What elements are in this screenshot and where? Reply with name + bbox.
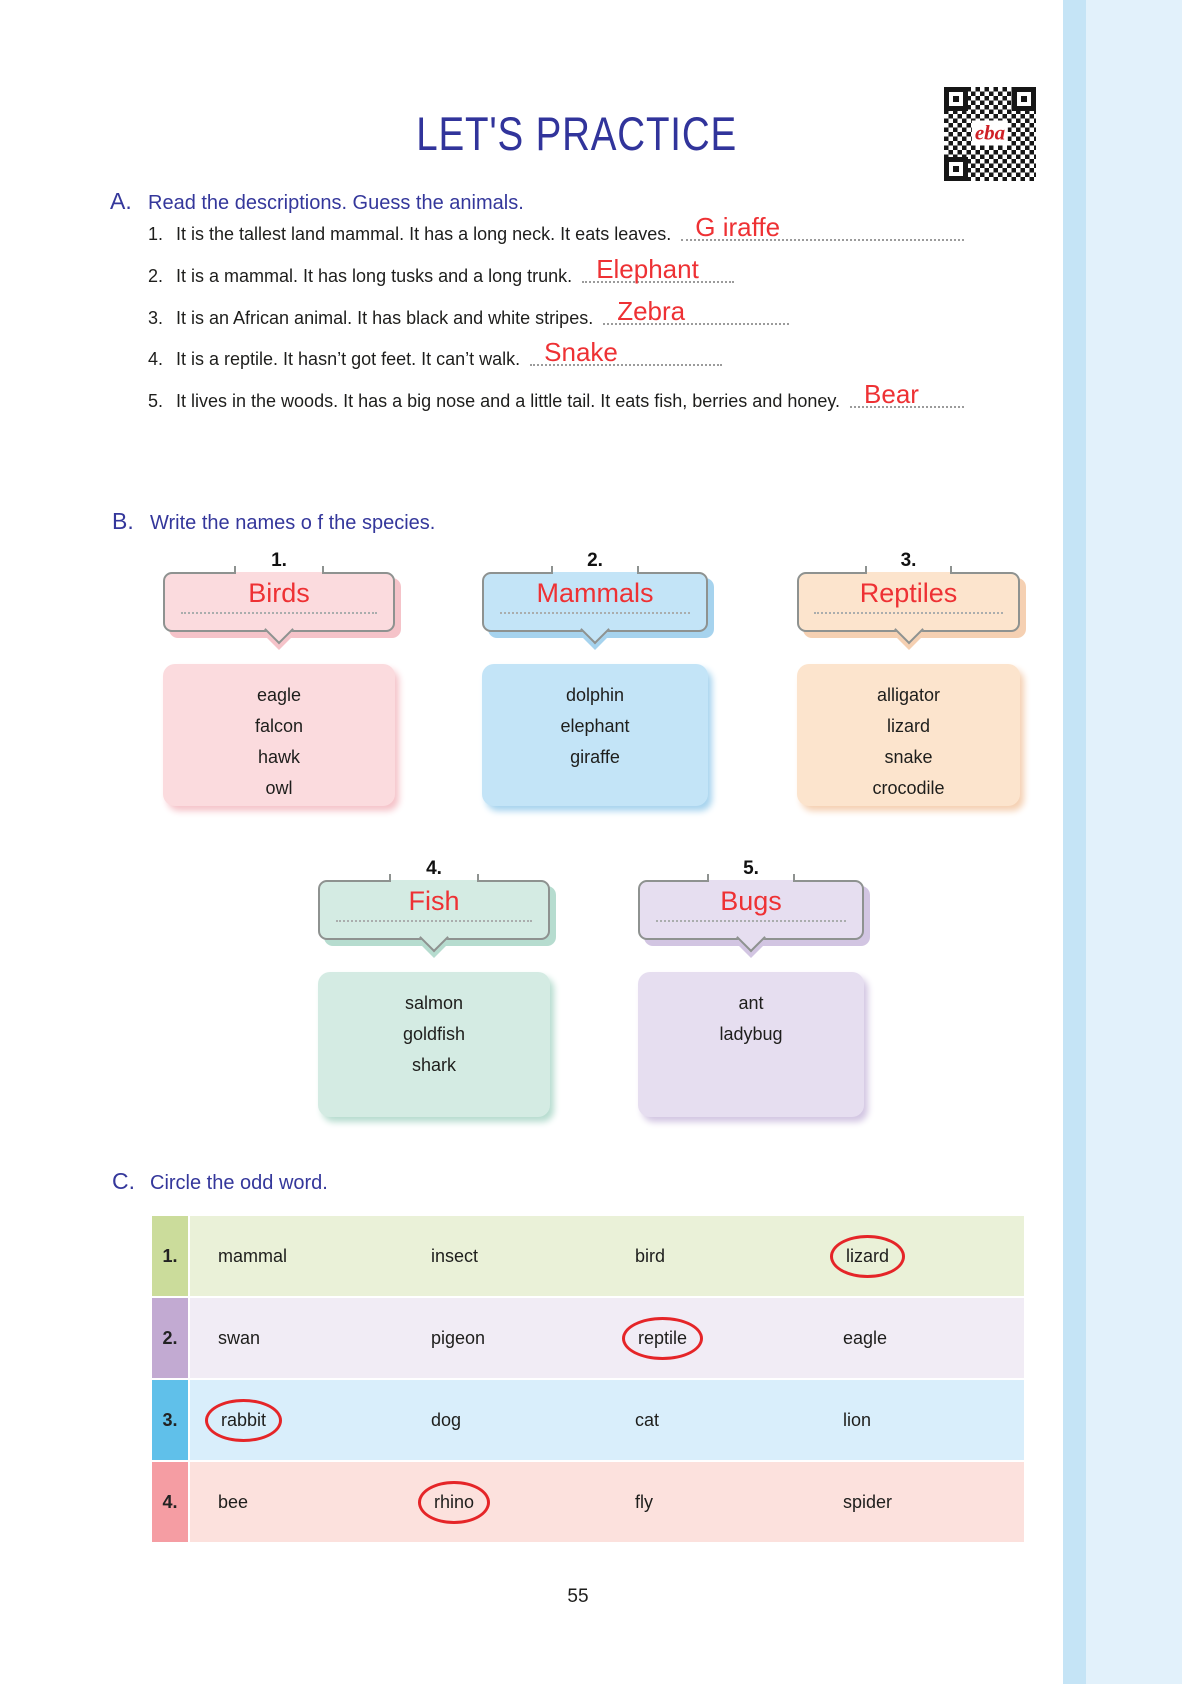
word: bee <box>218 1491 249 1512</box>
species-label-bubble <box>797 572 1020 632</box>
section-a-heading <box>110 188 524 215</box>
dotted-line <box>656 918 847 922</box>
item-text: It lives in the woods. It has a big nose and a little tail. It eats fish, berries and honey. <box>176 391 841 411</box>
word: spider <box>843 1491 893 1512</box>
species-list <box>638 972 864 1117</box>
exercise-item <box>148 296 966 329</box>
bubble-tab-tick <box>234 566 236 574</box>
item-number: 5. <box>148 391 164 411</box>
species-item: goldfish <box>402 1024 466 1044</box>
species-group <box>482 550 708 806</box>
table-row <box>152 1380 1024 1460</box>
species-item: shark <box>411 1055 456 1075</box>
species-item: salmon <box>404 993 464 1013</box>
word: cat <box>635 1409 660 1430</box>
answer-blank <box>582 254 734 284</box>
item-text: It is a mammal. It has long tusks and a long trunk. <box>176 266 573 286</box>
row-number-cell: 3. <box>152 1380 190 1460</box>
answer-blank <box>530 337 722 367</box>
word: mammal <box>218 1245 288 1266</box>
exercise-item <box>148 379 966 412</box>
handwritten-answer: Snake <box>544 337 618 367</box>
dotted-line <box>500 610 691 614</box>
table-row <box>152 1462 1024 1542</box>
species-item: dolphin <box>565 685 625 705</box>
bubble-tab-tick <box>477 874 479 882</box>
species-item: falcon <box>254 716 304 736</box>
dotted-line <box>336 918 532 922</box>
word-cell <box>403 1246 607 1267</box>
species-group <box>318 858 550 1117</box>
exercise-item <box>148 254 966 287</box>
word-cell <box>607 1325 815 1352</box>
bubble-top-gap <box>553 572 637 576</box>
word: eagle <box>843 1327 888 1348</box>
species-list <box>163 664 395 806</box>
bubble-tail <box>264 615 294 645</box>
bubble-tab-tick <box>707 874 709 882</box>
page-title-wrap <box>0 107 1154 160</box>
circled-word: lizard <box>830 1235 905 1278</box>
dotted-line <box>814 610 1002 614</box>
bubble-tab-tick <box>389 874 391 882</box>
group-number: 2. <box>587 550 603 571</box>
species-name: Birds <box>248 578 310 608</box>
word: swan <box>218 1327 261 1348</box>
section-instruction: Circle the odd word. <box>150 1172 328 1194</box>
group-number: 3. <box>900 550 917 571</box>
answer-blank <box>681 212 964 242</box>
handwritten-answer: Bear <box>864 379 919 409</box>
word: bird <box>635 1245 666 1266</box>
section-letter: B. <box>112 508 134 534</box>
word-cell <box>607 1246 815 1267</box>
page-title: LET'S PRACTICE <box>416 107 738 160</box>
species-label-bubble <box>318 880 550 940</box>
word: dog <box>431 1409 462 1430</box>
bubble-tab-tick <box>551 566 553 574</box>
species-list <box>482 664 708 806</box>
species-item: eagle <box>256 685 302 705</box>
circled-word: rabbit <box>205 1399 282 1442</box>
row-number-cell: 1. <box>152 1216 190 1296</box>
bubble-top-gap <box>391 880 478 884</box>
item-number: 2. <box>148 266 164 286</box>
row-number-cell: 2. <box>152 1298 190 1378</box>
bubble-top-gap <box>709 880 793 884</box>
answer-blank <box>850 379 964 409</box>
word: pigeon <box>431 1327 486 1348</box>
item-number: 4. <box>148 349 164 369</box>
word-cell <box>190 1407 403 1434</box>
qr-finder-icon <box>944 87 968 111</box>
word-cell <box>190 1328 403 1349</box>
handwritten-answer: Zebra <box>617 296 686 326</box>
edge-strip-inner <box>1063 0 1086 1684</box>
circled-word: rhino <box>418 1481 490 1524</box>
circled-word: reptile <box>622 1317 703 1360</box>
species-list <box>797 664 1020 806</box>
species-item: snake <box>884 747 933 767</box>
species-item: lizard <box>886 716 930 736</box>
species-item: alligator <box>876 685 941 705</box>
word-cell <box>815 1410 1024 1431</box>
species-name: Mammals <box>536 578 654 608</box>
item-number: 3. <box>148 308 164 328</box>
species-item: hawk <box>257 747 301 767</box>
edge-strip-outer <box>1086 0 1182 1684</box>
bubble-tab-tick <box>950 566 952 574</box>
word-cell <box>403 1489 607 1516</box>
exercise-item <box>148 337 966 370</box>
section-letter: C. <box>112 1168 135 1194</box>
item-text: It is an African animal. It has black and white stripes. <box>176 308 594 328</box>
page-number: 55 <box>567 1586 589 1607</box>
bubble-top-gap <box>867 572 950 576</box>
species-name: Fish <box>408 886 460 916</box>
species-name: Bugs <box>720 886 782 916</box>
row-number-cell: 4. <box>152 1462 190 1542</box>
bubble-tab-tick <box>793 874 795 882</box>
species-group <box>638 858 864 1117</box>
answer-blank <box>603 296 789 326</box>
group-number: 5. <box>743 858 759 879</box>
species-group <box>163 550 395 806</box>
species-item: ladybug <box>719 1024 783 1044</box>
species-label-bubble <box>638 880 864 940</box>
word-cell <box>190 1492 403 1513</box>
section-c-heading <box>112 1168 328 1195</box>
species-list <box>318 972 550 1117</box>
species-item: crocodile <box>872 778 945 798</box>
section-letter: A. <box>110 188 132 214</box>
species-label-bubble <box>482 572 708 632</box>
exercise-item <box>148 212 966 245</box>
word-cell <box>607 1410 815 1431</box>
bubble-tail <box>894 615 924 645</box>
species-name: Reptiles <box>859 578 958 608</box>
word-cell <box>815 1243 1024 1270</box>
qr-finder-icon <box>944 157 968 181</box>
handwritten-answer: G iraffe <box>695 212 781 242</box>
bubble-tail <box>419 923 449 953</box>
species-item: ant <box>738 993 764 1013</box>
word-cell <box>403 1410 607 1431</box>
bubble-tab-tick <box>637 566 639 574</box>
species-item: elephant <box>560 716 630 736</box>
group-number: 1. <box>271 550 287 571</box>
bubble-tail <box>736 923 766 953</box>
word-cell <box>607 1492 815 1513</box>
table-row <box>152 1216 1024 1296</box>
word-cell <box>815 1328 1024 1349</box>
section-instruction: Write the names o f the species. <box>150 512 436 534</box>
eba-logo: eba <box>972 121 1008 146</box>
section-instruction: Read the descriptions. Guess the animals. <box>148 192 524 214</box>
species-group <box>797 550 1020 806</box>
bubble-tab-tick <box>865 566 867 574</box>
dotted-line <box>181 610 377 614</box>
word-cell <box>403 1328 607 1349</box>
word: insect <box>431 1245 479 1266</box>
item-number: 1. <box>148 224 164 244</box>
bubble-top-gap <box>236 572 323 576</box>
species-label-bubble <box>163 572 395 632</box>
group-number: 4. <box>426 858 442 879</box>
species-item: giraffe <box>570 747 620 767</box>
item-text: It is the tallest land mammal. It has a long neck. It eats leaves. <box>176 224 672 244</box>
section-b-heading <box>112 508 435 535</box>
handwritten-answer: Elephant <box>596 254 699 284</box>
item-text: It is a reptile. It hasn’t got feet. It can’t walk. <box>176 349 521 369</box>
word: fly <box>635 1491 653 1512</box>
odd-word-table <box>152 1216 1024 1544</box>
word: lion <box>843 1409 872 1430</box>
section-a <box>110 188 966 428</box>
word-cell <box>190 1246 403 1267</box>
word-cell <box>815 1492 1024 1513</box>
bubble-tail <box>580 615 610 645</box>
qr-finder-icon <box>1012 87 1036 111</box>
bubble-tab-tick <box>322 566 324 574</box>
species-item: owl <box>265 778 293 798</box>
table-row <box>152 1298 1024 1378</box>
